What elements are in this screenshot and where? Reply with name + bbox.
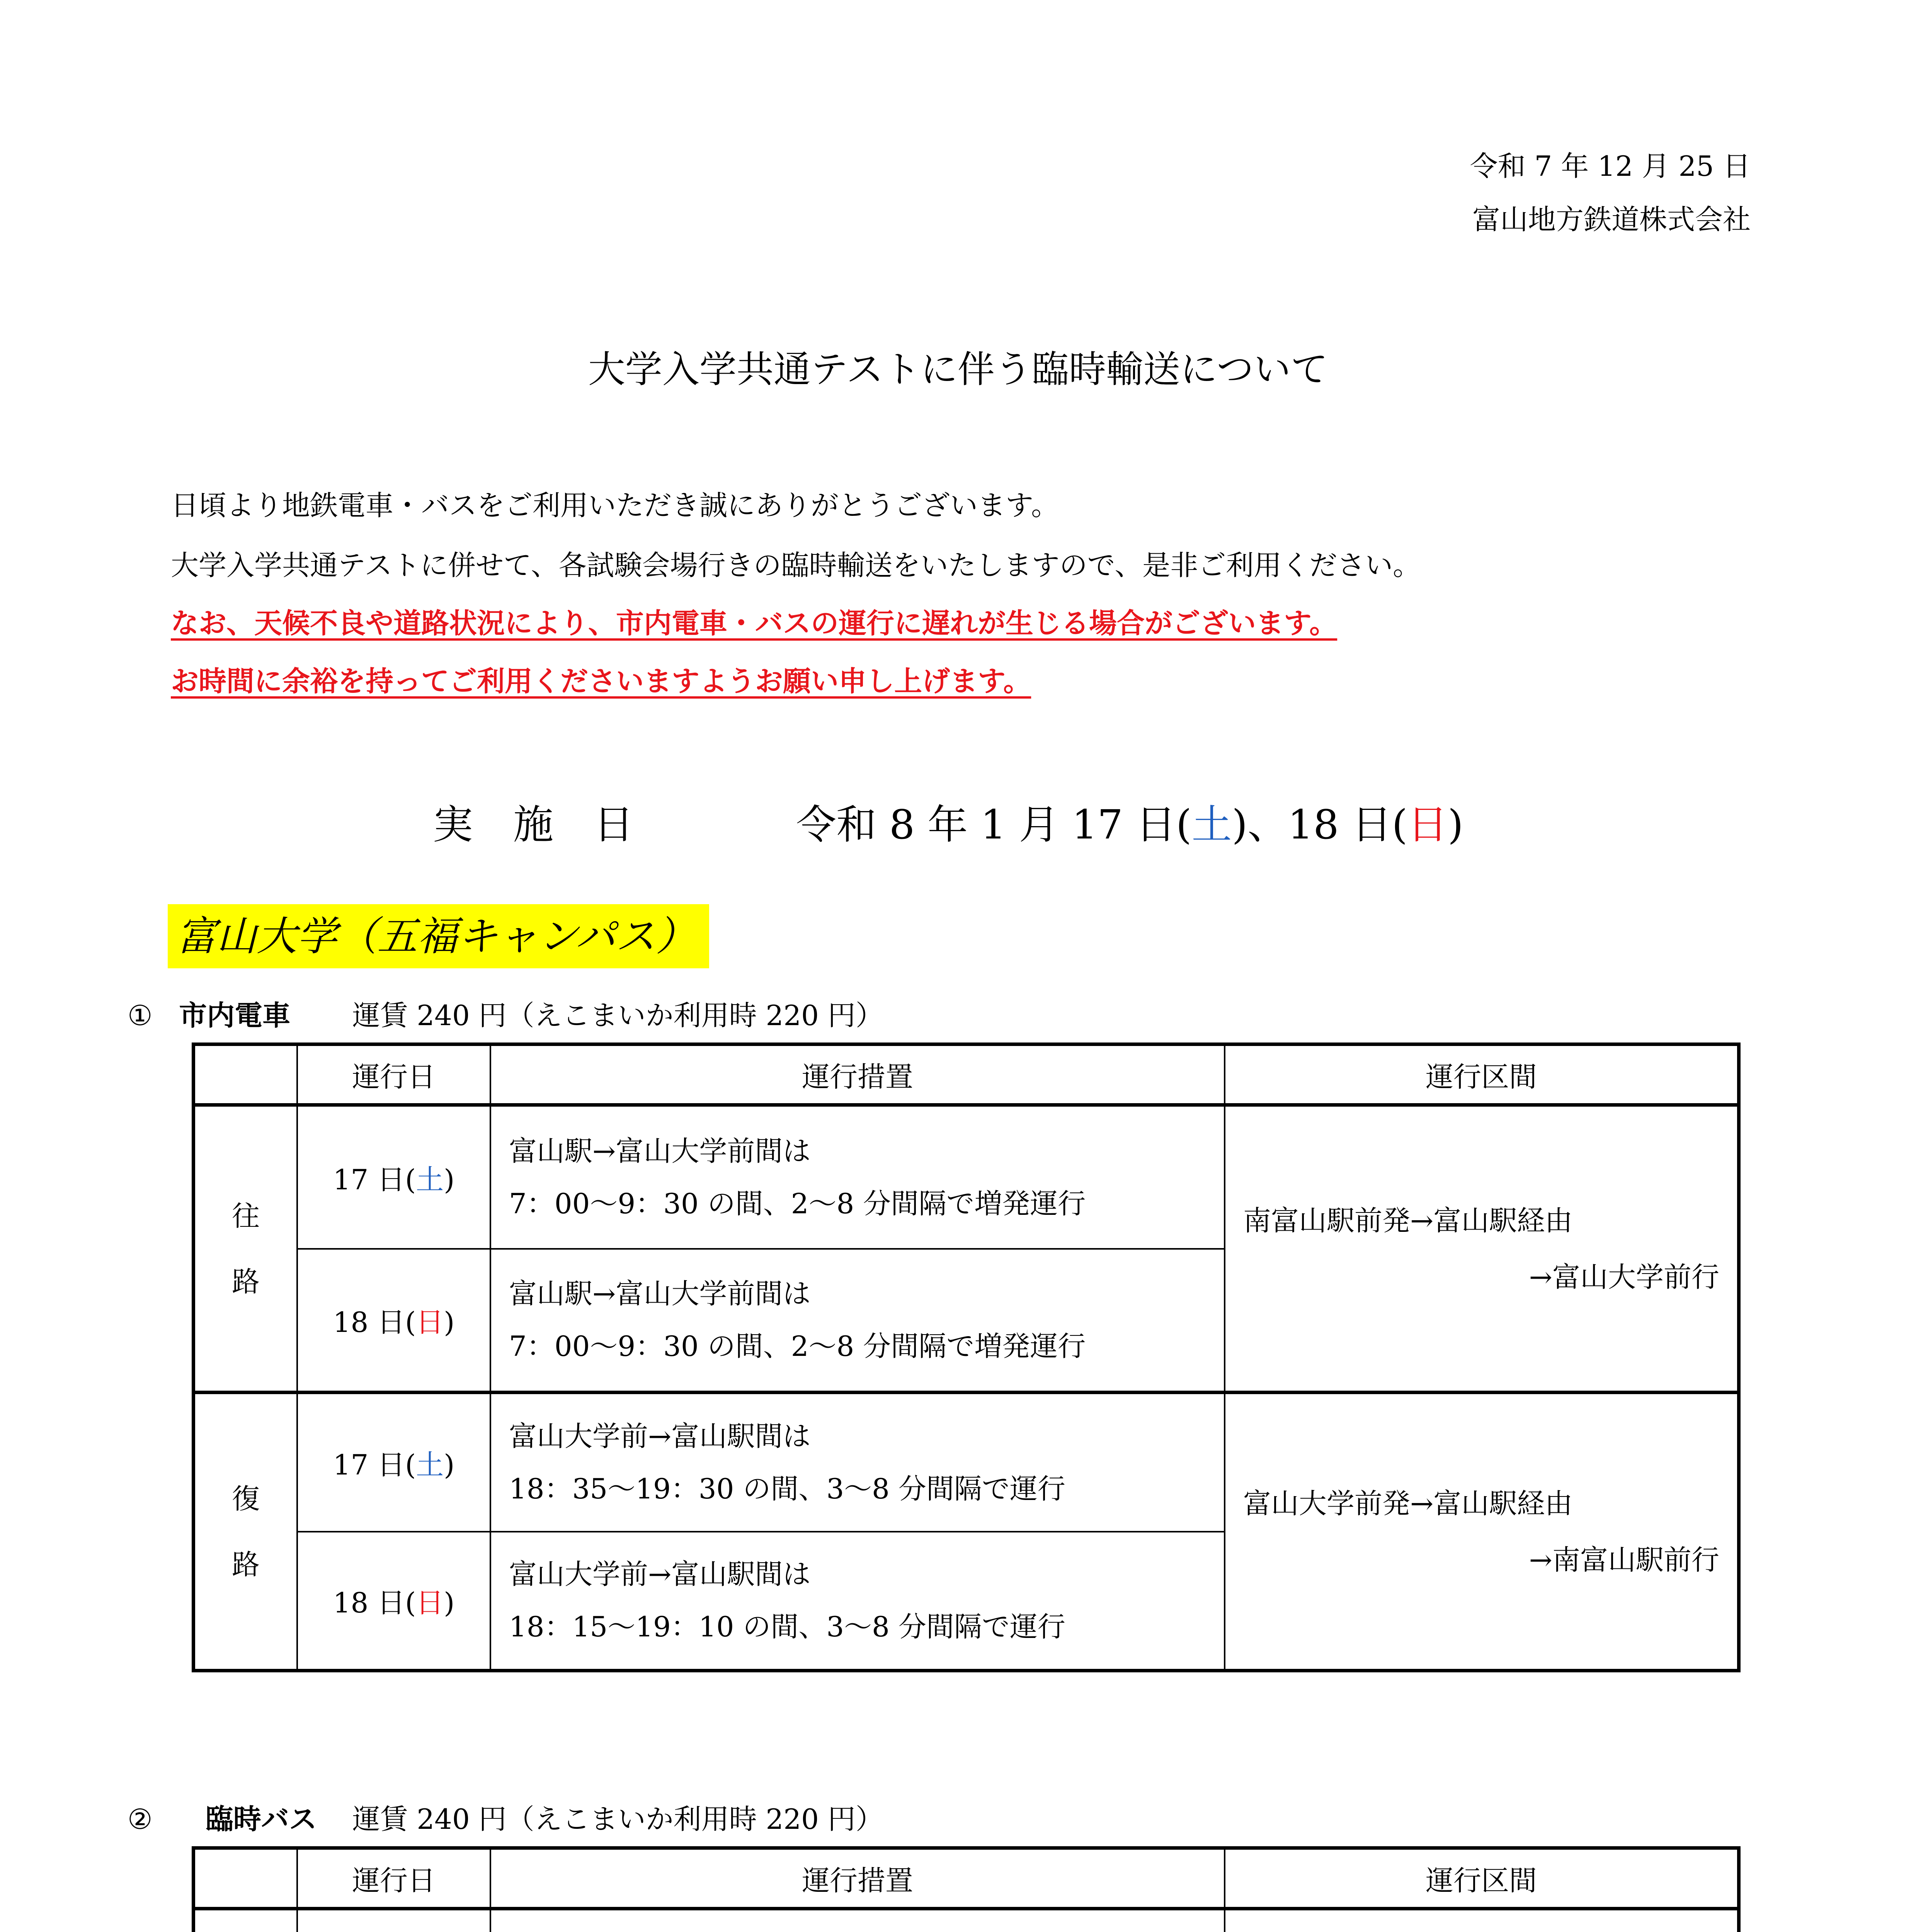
tram-heading — [128, 993, 883, 1033]
route-cell — [1225, 1393, 1739, 1671]
warning-line-2: お時間に余裕を持ってご利用くださいますようお願い申し上げます。 — [171, 665, 1031, 697]
intro-line-2: 大学入学共通テストに併せて、各試験会場行きの臨時輸送をいたしますので、是非ご利用ください。 — [171, 549, 1421, 582]
table-row — [194, 1909, 1739, 1932]
cell-text: 18 日( — [333, 1306, 416, 1339]
cell-text: 路 — [231, 1265, 260, 1298]
measure-cell — [490, 1532, 1225, 1671]
cell-text: 富山大学前発→富山駅経由 — [1243, 1487, 1573, 1520]
warning-line-1: なお、天候不良や道路状況により、市内電車・バスの運行に遅れが生じる場合がございます。 — [171, 607, 1337, 639]
table-row — [194, 1393, 1739, 1532]
cell-text: 土 — [416, 1163, 444, 1196]
cell-text: 18：35～19：30 の間、3～8 分間隔で運行 — [509, 1472, 1065, 1505]
implementation-label: 実 施 日 — [433, 801, 634, 848]
tram-schedule-table — [192, 1043, 1741, 1672]
cell-text: 7：00～9：30 の間、2～8 分間隔で増発運行 — [509, 1187, 1086, 1220]
section-title: 富山大学（五福キャンパス） — [168, 904, 709, 968]
tram-name: 市内電車 — [179, 999, 291, 1032]
cell-text: ) — [444, 1306, 455, 1339]
direction-outbound — [194, 1909, 298, 1932]
cell-text: 17 日( — [333, 1163, 416, 1196]
day-18 — [297, 1532, 490, 1671]
company-name: 富山地方鉄道株式会社 — [1472, 203, 1751, 236]
table-header-row — [194, 1848, 1739, 1909]
day-18 — [297, 1249, 490, 1393]
header-blank — [194, 1848, 298, 1909]
cell-text: ) — [444, 1587, 455, 1619]
implementation-date — [796, 792, 1463, 850]
cell-text: ② — [128, 1803, 153, 1835]
bus-fare: 運賃 240 円（えこまいか利用時 220 円） — [352, 1803, 883, 1835]
cell-text: 復 — [231, 1482, 260, 1515]
document-title: 大学入学共通テストに伴う臨時輸送について — [588, 348, 1328, 391]
cell-text: 富山駅→富山大学前間は — [509, 1277, 811, 1310]
cell-text: →富山大学前行 — [1529, 1260, 1719, 1293]
direction-outbound — [194, 1105, 298, 1393]
measure-cell — [490, 1105, 1225, 1249]
cell-text: 南富山駅前発→富山駅経由 — [1243, 1204, 1573, 1237]
cell-text: 土 — [416, 1448, 444, 1481]
cell-text: ) — [1448, 801, 1463, 848]
cell-text: 富山大学前→富山駅間は — [509, 1420, 811, 1452]
route-cell — [1225, 1909, 1739, 1932]
cell-text: 富山大学前→富山駅間は — [509, 1558, 811, 1591]
cell-text: 富山駅→富山大学前間は — [509, 1134, 811, 1167]
bus-schedule-table — [192, 1846, 1741, 1932]
bus-name: 臨時バス — [205, 1803, 317, 1835]
header-day: 運行日 — [297, 1848, 490, 1909]
header-route: 運行区間 — [1225, 1848, 1739, 1909]
measure-cell — [490, 1249, 1225, 1393]
cell-text: →南富山駅前行 — [1529, 1543, 1719, 1576]
direction-return — [194, 1393, 298, 1671]
header-measure: 運行措置 — [490, 1044, 1225, 1105]
header-day: 運行日 — [297, 1044, 490, 1105]
sunday-mark: 日 — [1407, 801, 1448, 848]
measure-cell — [490, 1909, 1225, 1932]
cell-text: ① — [128, 999, 153, 1032]
cell-text: 令和 8 年 1 月 17 日( — [796, 801, 1192, 848]
intro-line-1: 日頃より地鉄電車・バスをご利用いただき誠にありがとうございます。 — [171, 489, 1059, 522]
measure-cell — [490, 1393, 1225, 1532]
tram-fare: 運賃 240 円（えこまいか利用時 220 円） — [352, 999, 883, 1032]
header-route: 運行区間 — [1225, 1044, 1739, 1105]
saturday-mark: 土 — [1191, 801, 1232, 848]
cell-text: 往 — [231, 1199, 260, 1232]
cell-text: 7：00～9：30 の間、2～8 分間隔で増発運行 — [509, 1330, 1086, 1363]
cell-text: ) — [444, 1448, 455, 1481]
cell-text: 日 — [416, 1587, 444, 1619]
day-17 — [297, 1105, 490, 1249]
header-blank — [194, 1044, 298, 1105]
cell-text: 18 日( — [333, 1587, 416, 1619]
cell-text: 18：15～19：10 の間、3～8 分間隔で運行 — [509, 1611, 1065, 1643]
cell-text: )、18 日( — [1232, 801, 1408, 848]
cell-text: ) — [444, 1163, 455, 1196]
day-17 — [297, 1393, 490, 1532]
day-17 — [297, 1909, 490, 1932]
cell-text: 路 — [231, 1548, 260, 1581]
route-cell — [1225, 1105, 1739, 1393]
table-row — [194, 1105, 1739, 1249]
cell-text: 日 — [416, 1306, 444, 1339]
bus-heading — [128, 1797, 883, 1837]
issue-date: 令和 7 年 12 月 25 日 — [1470, 150, 1751, 182]
header-measure: 運行措置 — [490, 1848, 1225, 1909]
cell-text: 17 日( — [333, 1448, 416, 1481]
table-header-row — [194, 1044, 1739, 1105]
